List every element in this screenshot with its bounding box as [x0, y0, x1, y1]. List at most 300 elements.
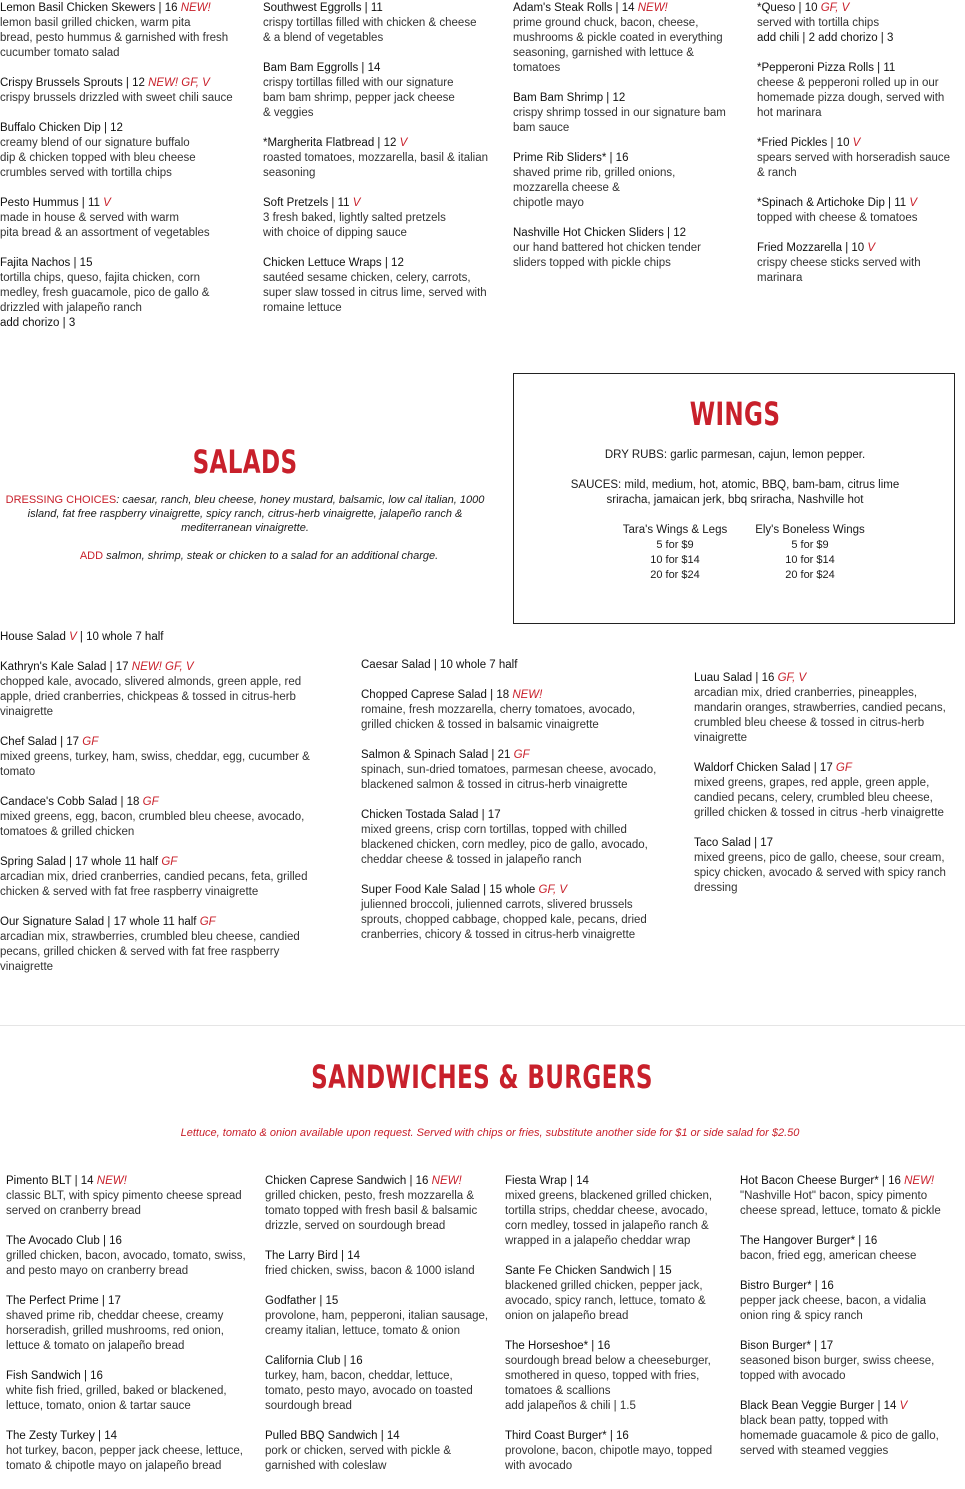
item-description: blackened grilled chicken, pepper jack,: [505, 1280, 703, 1292]
item-description: blackened salmon & tossed in citrus-herb vinaigrette: [361, 779, 628, 791]
item-description: candied pecans, celery, crumbled bleu cheese,: [694, 792, 933, 804]
item-description: crispy tortillas filled with chicken & cheese: [263, 17, 477, 29]
menu-item: [263, 256, 508, 316]
item-tag: V: [867, 242, 876, 254]
item-description: vinaigrette: [694, 732, 748, 744]
item-tag: NEW!: [904, 1175, 935, 1187]
item-description: and pesto mayo on cranberry bread: [6, 1265, 189, 1277]
item-name: Buffalo Chicken Dip | 12: [0, 122, 123, 134]
menu-item: [0, 196, 255, 241]
sandwiches-heading: SANDWICHES & BURGERS: [311, 1058, 653, 1096]
item-description: bam bam shrimp, pepper jack cheese: [263, 92, 455, 104]
add-label: ADD: [79, 550, 104, 562]
item-name: Black Bean Veggie Burger | 14: [740, 1400, 897, 1412]
item-description: drizzle, served on sourdough bread: [265, 1220, 446, 1232]
menu-item: [6, 1234, 261, 1279]
add-protein-note: [0, 549, 518, 563]
menu-item: [263, 1, 508, 46]
item-description: dip & chicken topped with bleu cheese: [0, 152, 196, 164]
item-tag: GF, V: [820, 2, 850, 14]
item-description: & veggies: [263, 107, 314, 119]
item-description: romaine, fresh mozzarella, cherry tomatoes, avocado,: [361, 704, 636, 716]
item-description: seasoning, garnished with lettuce &: [513, 47, 694, 59]
item-tag: GF: [513, 749, 530, 761]
item-heading: [361, 748, 681, 763]
item-heading: [505, 1264, 737, 1279]
menu-item: [740, 1174, 965, 1219]
menu-item: [740, 1279, 965, 1324]
sandwiches-note: Lettuce, tomato & onion available upon request. Served with chips or fries, substitute another side for $1 or side salad for $2.50: [180, 1127, 800, 1139]
item-tag: NEW!: [637, 2, 668, 14]
item-heading: [740, 1234, 965, 1249]
item-heading: [0, 76, 255, 91]
menu-item: [6, 1429, 261, 1474]
item-description: served with tortilla chips: [757, 17, 880, 29]
item-name: *Spinach & Artichoke Dip | 11: [757, 197, 907, 209]
item-description: tomatoes & scallions: [505, 1385, 611, 1397]
menu-item: [0, 855, 345, 900]
item-name: Kathryn's Kale Salad | 17: [0, 661, 129, 673]
menu-item: [0, 76, 255, 106]
item-description: lettuce, tomato, onion & tartar sauce: [6, 1400, 191, 1412]
menu-item: [0, 795, 345, 840]
item-name: Prime Rib Sliders* | 16: [513, 152, 629, 164]
add-text: salmon, shrimp, steak or chicken to a salad for an additional charge.: [103, 550, 439, 562]
item-description: turkey, ham, bacon, cheddar, lettuce,: [265, 1370, 453, 1382]
price-row: 10 for $14: [650, 554, 700, 566]
item-description: julienned broccoli, julienned carrots, slivered brussels: [361, 899, 633, 911]
item-description: blackened chicken, corn medley, pico de gallo, avocado,: [361, 839, 648, 851]
item-description: super slaw tossed in citrus lime, served with: [263, 287, 487, 299]
menu-item: [513, 151, 753, 211]
menu-item: [505, 1264, 737, 1324]
item-description: vinaigrette: [0, 706, 54, 718]
item-tag: NEW! GF, V: [131, 661, 194, 673]
item-tag: V: [399, 137, 408, 149]
item-heading: [263, 1, 508, 16]
item-description: tortilla chips, queso, fajita chicken, corn: [0, 272, 201, 284]
item-description: mixed greens, crisp corn tortillas, topped with chilled: [361, 824, 627, 836]
item-description: homemade pizza dough, served with: [757, 92, 945, 104]
item-name: Spring Salad | 17 whole 11 half: [0, 856, 159, 868]
item-description: mushrooms & pickle coated in everything: [513, 32, 723, 44]
item-addon: add chili | 2 add chorizo | 3: [757, 32, 894, 44]
item-description: corn medley, tossed in jalapeño ranch &: [505, 1220, 709, 1232]
item-name: *Fried Pickles | 10: [757, 137, 850, 149]
menu-item: [0, 660, 345, 720]
item-heading: [694, 761, 964, 776]
menu-item: [265, 1354, 505, 1414]
item-description: medley, fresh guacamole, pico de gallo &: [0, 287, 210, 299]
item-heading: [0, 735, 345, 750]
item-tag: V: [103, 197, 111, 209]
item-description: garnished with coleslaw: [265, 1460, 387, 1472]
item-name: Fajita Nachos | 15: [0, 257, 93, 269]
sauces-line-2: sriracha, jamaican jerk, bbq sriracha, Nashville hot: [606, 494, 864, 506]
item-description: sourdough bread below a cheeseburger,: [505, 1355, 711, 1367]
item-description: tortilla strips, cheddar cheese, avocado,: [505, 1205, 708, 1217]
appetizers-column-4: [757, 1, 962, 301]
dry-rubs: DRY RUBS: garlic parmesan, cajun, lemon pepper.: [604, 449, 866, 461]
item-heading: [263, 196, 508, 211]
menu-item: [0, 1, 255, 61]
item-description: crumbled bleu cheese & tossed in citrus-herb: [694, 717, 925, 729]
item-name: Sante Fe Chicken Sandwich | 15: [505, 1265, 672, 1277]
item-description: horseradish, grilled mushrooms, red onion,: [6, 1325, 224, 1337]
item-name: House Salad: [0, 631, 66, 643]
item-description: drizzled with jalapeño ranch: [0, 302, 142, 314]
appetizers-column-1: [0, 1, 255, 346]
item-heading: [757, 61, 962, 76]
item-name: Crispy Brussels Sprouts | 12: [0, 77, 145, 89]
appetizers-column-3: [513, 1, 753, 286]
item-name: The Perfect Prime | 17: [6, 1295, 121, 1307]
item-tag: V: [69, 631, 77, 643]
item-description: dressing: [694, 882, 738, 894]
item-description: sliders topped with pickle chips: [513, 257, 671, 269]
item-name: Chef Salad | 17: [0, 736, 80, 748]
item-description: arcadian mix, strawberries, crumbled bleu cheese, candied: [0, 931, 300, 943]
menu-item: [263, 136, 508, 181]
item-description: sprouts, chopped cabbage, chopped kale, pecans, dried: [361, 914, 647, 926]
item-description: romaine lettuce: [263, 302, 342, 314]
item-description: provolone, ham, pepperoni, italian sausage,: [265, 1310, 489, 1322]
item-description: spears served with horseradish sauce: [757, 152, 951, 164]
item-tag: NEW!: [431, 1175, 462, 1187]
house-salad: [0, 630, 340, 645]
wings-box: [513, 373, 955, 624]
item-name: The Larry Bird | 14: [265, 1250, 361, 1262]
item-description: pecans, grilled chicken & served with fat free raspberry: [0, 946, 280, 958]
item-heading: [265, 1294, 505, 1309]
item-heading: [263, 136, 508, 151]
item-description: bam sauce: [513, 122, 570, 134]
item-name: Chicken Caprese Sandwich | 16: [265, 1175, 429, 1187]
tara-wings: [606, 523, 744, 583]
price-row: 20 for $24: [650, 569, 700, 581]
menu-item: [0, 121, 255, 181]
item-description: add jalapeños & chili | 1.5: [505, 1400, 636, 1412]
menu-item: [6, 1369, 261, 1414]
item-description: cranberries, chicory & tossed in citrus-herb vinaigrette: [361, 929, 636, 941]
item-description: made in house & served with warm: [0, 212, 179, 224]
item-description: pepper jack cheese, bacon, a vidalia: [740, 1295, 927, 1307]
item-heading: [513, 226, 753, 241]
item-name: Lemon Basil Chicken Skewers | 16: [0, 2, 178, 14]
item-heading: [6, 1294, 261, 1309]
item-description: tomato & chipotle mayo on jalapeño bread: [6, 1460, 222, 1472]
item-name: Soft Pretzels | 11: [263, 197, 350, 209]
item-name: Bam Bam Shrimp | 12: [513, 92, 626, 104]
item-description: smothered in queso, topped with fries,: [505, 1370, 700, 1382]
sauces-line-1: SAUCES: mild, medium, hot, atomic, BBQ, bam-bam, citrus lime: [570, 479, 900, 491]
item-description: cheddar cheese & tossed in jalapeño ranch: [361, 854, 582, 866]
item-description: lettuce & tomato on jalapeño bread: [6, 1340, 185, 1352]
item-description: sourdough bread: [265, 1400, 352, 1412]
menu-item: [757, 136, 962, 181]
item-name: The Horseshoe* | 16: [505, 1340, 611, 1352]
item-name: *Margherita Flatbread | 12: [263, 137, 397, 149]
item-name: Pesto Hummus | 11: [0, 197, 100, 209]
item-heading: [757, 241, 962, 256]
item-name: Taco Salad | 17: [694, 837, 774, 849]
item-tag: GF: [835, 762, 852, 774]
item-description: topped with avocado: [740, 1370, 846, 1382]
item-heading: [263, 61, 508, 76]
item-description: fried chicken, swiss, bacon & 1000 island: [265, 1265, 475, 1277]
item-name: Third Coast Burger* | 16: [505, 1430, 629, 1442]
item-tag: GF: [82, 736, 99, 748]
item-heading: [505, 1174, 737, 1189]
item-description: grilled chicken & tossed in citrus -herb vinaigrette: [694, 807, 944, 819]
menu-item: [265, 1294, 505, 1339]
item-description: tomato topped with fresh basil & balsamic: [265, 1205, 478, 1217]
salads-heading: SALADS: [192, 443, 298, 481]
price-row: 20 for $24: [785, 569, 835, 581]
menu-item: [0, 735, 345, 780]
item-heading: [513, 91, 753, 106]
item-description: lemon basil grilled chicken, warm pita: [0, 17, 191, 29]
item-description: crispy cheese sticks served with: [757, 257, 921, 269]
menu-item: [513, 91, 753, 136]
item-description: sautéed sesame chicken, celery, carrots,: [263, 272, 471, 284]
item-name: Pulled BBQ Sandwich | 14: [265, 1430, 400, 1442]
item-description: onion on jalapeño bread: [505, 1310, 629, 1322]
item-name: The Avocado Club | 16: [6, 1235, 122, 1247]
menu-item: [263, 196, 508, 241]
item-name: Candace's Cobb Salad | 18: [0, 796, 140, 808]
item-description: onion ring & spicy ranch: [740, 1310, 863, 1322]
item-description: 3 fresh baked, lightly salted pretzels: [263, 212, 446, 224]
menu-item: [757, 241, 962, 286]
price-row: 5 for $9: [656, 539, 694, 551]
item-description: mixed greens, turkey, ham, swiss, cheddar, egg, cucumber &: [0, 751, 310, 763]
item-description: chipotle mayo: [513, 197, 584, 209]
item-description: mixed greens, grapes, red apple, green apple,: [694, 777, 930, 789]
item-name: The Hangover Burger* | 16: [740, 1235, 878, 1247]
item-name: Bistro Burger* | 16: [740, 1280, 834, 1292]
menu-item: [740, 1339, 965, 1384]
item-description: shaved prime rib, cheddar cheese, creamy: [6, 1310, 224, 1322]
item-tag: V: [909, 197, 918, 209]
menu-item: [361, 658, 681, 673]
item-name: Chicken Lettuce Wraps | 12: [263, 257, 404, 269]
item-tag: V: [899, 1400, 908, 1412]
item-heading: [505, 1429, 737, 1444]
item-heading: [265, 1174, 505, 1189]
item-description: tomatoes: [513, 62, 561, 74]
item-description: our hand battered hot chicken tender: [513, 242, 701, 254]
menu-item: [505, 1429, 737, 1474]
menu-item: [263, 61, 508, 121]
item-heading: [0, 660, 345, 675]
item-heading: [265, 1354, 505, 1369]
item-heading: [6, 1429, 261, 1444]
item-description: crumbles served with tortilla chips: [0, 167, 172, 179]
item-name: Nashville Hot Chicken Sliders | 12: [513, 227, 687, 239]
wings-heading: WINGS: [689, 395, 781, 433]
item-heading: [0, 855, 345, 870]
item-heading: [361, 688, 681, 703]
item-heading: [265, 1249, 505, 1264]
item-description: seasoning: [263, 167, 316, 179]
item-description: "Nashville Hot" bacon, spicy pimento: [740, 1190, 928, 1202]
ely-wings-title: Ely's Boneless Wings: [755, 524, 865, 536]
item-name: Salmon & Spinach Salad | 21: [361, 749, 511, 761]
item-name: Super Food Kale Salad | 15 whole: [361, 884, 536, 896]
item-name: Bam Bam Eggrolls | 14: [263, 62, 381, 74]
item-heading: [740, 1174, 965, 1189]
menu-item: [265, 1174, 505, 1234]
item-name: Chopped Caprese Salad | 18: [361, 689, 510, 701]
menu-item: [694, 761, 964, 821]
item-heading: [0, 915, 345, 930]
item-tag: GF, V: [777, 672, 807, 684]
item-heading: [6, 1369, 261, 1384]
item-description: spinach, sun-dried tomatoes, parmesan cheese, avocado,: [361, 764, 657, 776]
item-heading: [265, 1429, 505, 1444]
item-description: tomato: [0, 766, 36, 778]
sandwiches-column-4: [740, 1174, 965, 1474]
item-name: Luau Salad | 16: [694, 672, 775, 684]
item-heading: [263, 256, 508, 271]
item-description: pita bread & an assortment of vegetables: [0, 227, 210, 239]
menu-item: [757, 61, 962, 121]
sandwiches-column-1: [6, 1174, 261, 1489]
menu-item: [265, 1429, 505, 1474]
menu-item: [740, 1399, 965, 1459]
menu-item: [694, 671, 964, 746]
item-description: & a blend of vegetables: [263, 32, 384, 44]
item-name: California Club | 16: [265, 1355, 363, 1367]
item-tag: NEW!: [512, 689, 543, 701]
item-tag: NEW!: [96, 1175, 127, 1187]
item-description: & ranch: [757, 167, 797, 179]
item-description: vinaigrette: [0, 961, 54, 973]
item-name: Fish Sandwich | 16: [6, 1370, 103, 1382]
item-description: mozzarella cheese &: [513, 182, 620, 194]
item-name: The Zesty Turkey | 14: [6, 1430, 118, 1442]
menu-item: [361, 748, 681, 793]
item-description: prime ground chuck, bacon, cheese,: [513, 17, 699, 29]
salads-column-1: [0, 660, 345, 990]
item-heading: [0, 121, 255, 136]
item-description: arcadian mix, dried cranberries, pineapples,: [694, 687, 918, 699]
item-name: Pimento BLT | 14: [6, 1175, 94, 1187]
salads-column-2: [361, 658, 681, 958]
item-description: bread, pesto hummus & garnished with fresh: [0, 32, 229, 44]
menu-item: [513, 1, 753, 76]
item-name: Bison Burger* | 17: [740, 1340, 834, 1352]
item-description: homemade guacamole & pico de gallo,: [740, 1430, 939, 1442]
menu-item: [757, 1, 962, 46]
item-description: mandarin oranges, strawberries, candied pecans,: [694, 702, 946, 714]
item-description: seasoned bison burger, swiss cheese,: [740, 1355, 935, 1367]
item-description: chopped kale, avocado, slivered almonds, green apple, red: [0, 676, 302, 688]
item-name: Hot Bacon Cheese Burger* | 16: [740, 1175, 901, 1187]
item-description: roasted tomatoes, mozzarella, basil & italian: [263, 152, 488, 164]
item-heading: [361, 883, 681, 898]
menu-item: [361, 808, 681, 868]
item-heading: [6, 1234, 261, 1249]
item-description: mixed greens, blackened grilled chicken,: [505, 1190, 713, 1202]
item-description: creamy italian, lettuce, tomato & onion: [265, 1325, 460, 1337]
item-description: cheese spread, lettuce, tomato & pickle: [740, 1205, 941, 1217]
item-description: hot turkey, bacon, pepper jack cheese, lettuce,: [6, 1445, 243, 1457]
item-description: bacon, fried egg, american cheese: [740, 1250, 917, 1262]
menu-item: [6, 1174, 261, 1219]
item-description: chicken & served with fat free raspberry vinaigrette: [0, 886, 259, 898]
menu-item: [757, 196, 962, 226]
dressing-text-3: mediterranean vinaigrette.: [181, 522, 309, 534]
item-name: Adam's Steak Rolls | 14: [513, 2, 635, 14]
item-description: cheese & pepperoni rolled up in our: [757, 77, 939, 89]
item-description: avocado, spicy ranch, lettuce, tomato &: [505, 1295, 706, 1307]
item-description: served with steamed veggies: [740, 1445, 889, 1457]
item-heading: [757, 136, 962, 151]
item-name: Godfather | 15: [265, 1295, 339, 1307]
item-description: black bean patty, topped with: [740, 1415, 889, 1427]
item-heading: [757, 1, 962, 16]
item-tag: V: [352, 197, 361, 209]
item-heading: [361, 658, 681, 673]
item-description: served on cranberry bread: [6, 1205, 141, 1217]
dressing-text-2: island, fat free raspberry vinaigrette, spicy ranch, citrus-herb vinaigrette, jalapeño ranch &: [27, 508, 463, 520]
item-name: Southwest Eggrolls | 11: [263, 2, 383, 14]
item-heading: [0, 1, 255, 16]
menu-item: [0, 256, 255, 331]
price-row: 5 for $9: [791, 539, 829, 551]
item-description: apple, dried cranberries, chickpeas & tossed in citrus-herb: [0, 691, 296, 703]
sandwiches-column-2: [265, 1174, 505, 1489]
item-description: grilled chicken, bacon, avocado, tomato, swiss,: [6, 1250, 246, 1262]
item-tag: GF, V: [538, 884, 568, 896]
item-heading: [740, 1399, 965, 1414]
menu-item: [361, 688, 681, 733]
item-description: white fish fried, grilled, baked or blackened,: [6, 1385, 227, 1397]
menu-item: [505, 1174, 737, 1249]
item-heading: [0, 256, 255, 271]
dressing-choices: [0, 493, 490, 535]
menu-item: [265, 1249, 505, 1279]
item-name: Fiesta Wrap | 14: [505, 1175, 589, 1187]
item-heading: [694, 671, 964, 686]
item-description: crispy brussels drizzled with sweet chili sauce: [0, 92, 233, 104]
item-description: mixed greens, pico de gallo, cheese, sour cream,: [694, 852, 945, 864]
item-heading: [513, 151, 753, 166]
item-heading: [0, 196, 255, 211]
menu-item: [513, 226, 753, 271]
item-name: *Pepperoni Pizza Rolls | 11: [757, 62, 896, 74]
item-description: tomatoes & grilled chicken: [0, 826, 135, 838]
item-description: marinara: [757, 272, 803, 284]
item-heading: [505, 1339, 737, 1354]
item-heading: [0, 795, 345, 810]
item-description: wrapped in a jalapeño cheddar wrap: [505, 1235, 691, 1247]
item-description: classic BLT, with spicy pimento cheese spread: [6, 1190, 242, 1202]
item-heading: [694, 836, 964, 851]
item-tag: V: [852, 137, 861, 149]
item-description: grilled chicken & tossed in balsamic vinaigrette: [361, 719, 599, 731]
item-name: Fried Mozzarella | 10: [757, 242, 865, 254]
item-tag: GF: [161, 856, 178, 868]
item-heading: [6, 1174, 261, 1189]
dressing-label: DRESSING CHOICES: [5, 494, 117, 506]
menu-item: [740, 1234, 965, 1264]
sandwiches-column-3: [505, 1174, 737, 1489]
item-description: arcadian mix, dried cranberries, candied pecans, feta, grilled: [0, 871, 308, 883]
item-description: topped with cheese & tomatoes: [757, 212, 918, 224]
